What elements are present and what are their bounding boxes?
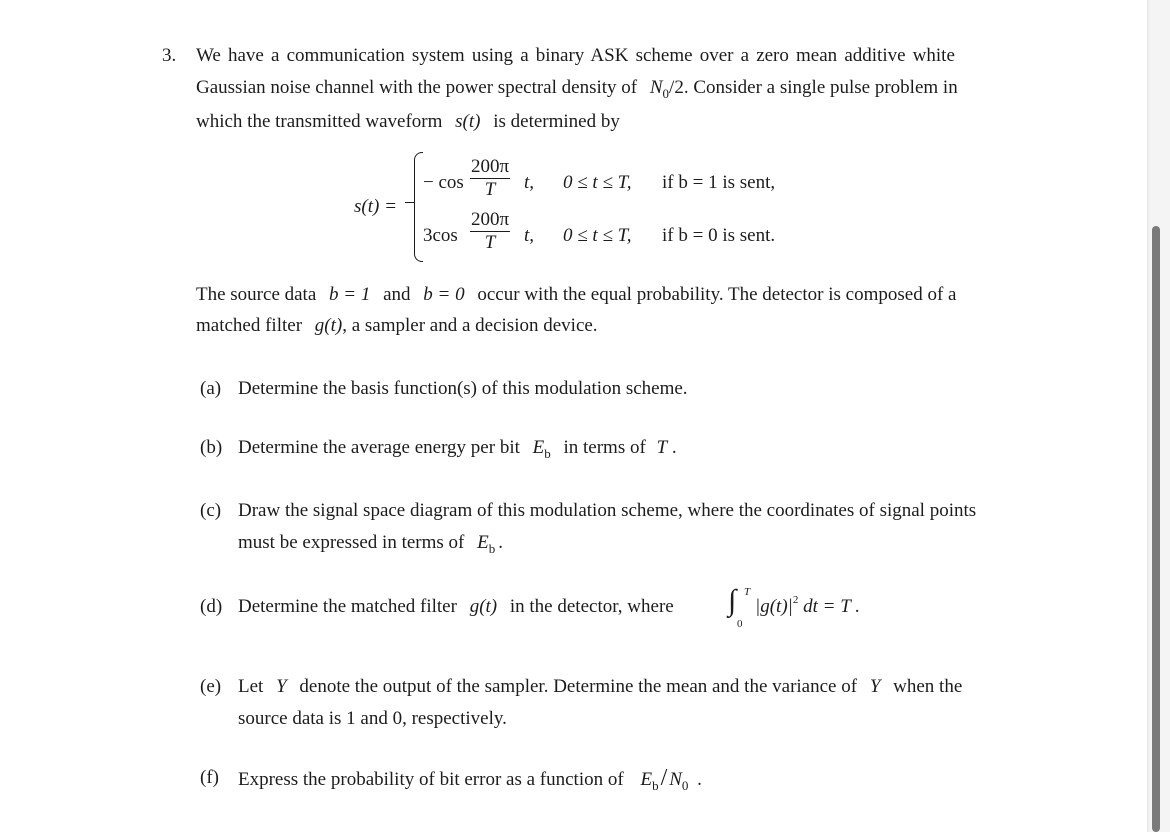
intro-line-2 <box>196 77 958 100</box>
intro-line-3-b: is determined by <box>493 111 620 132</box>
part-f-slash: / <box>660 765 668 791</box>
intro-line-3 <box>196 111 620 133</box>
case1-fraction <box>470 156 510 201</box>
part-c-end: . <box>498 532 503 553</box>
part-b-energy: E <box>532 437 545 458</box>
part-d-text-1: Determine the matched filter <box>238 596 457 617</box>
case1-range: 0 ≤ t ≤ T, <box>563 172 632 193</box>
case2-condition: if b = 0 is sent. <box>662 225 776 246</box>
case1-denominator: T <box>484 179 496 200</box>
source-line-2-a: matched filter <box>196 315 303 336</box>
part-a-text: Determine the basis function(s) of this modulation scheme. <box>238 378 688 399</box>
case1-condition: if b = 1 is sent, <box>662 172 776 193</box>
part-c-label: (c) <box>200 500 222 521</box>
part-b-label: (b) <box>200 437 223 458</box>
intro-line-2-a: Gaussian noise channel with the power spectral density of <box>196 77 638 98</box>
source-line-1-a: The source data <box>196 284 317 305</box>
part-b-energy-sub: b <box>544 446 551 461</box>
part-e-line-1 <box>238 676 962 698</box>
intro-line-1: We have a communication system using a binary ASK scheme over a zero mean additive white <box>196 45 955 66</box>
part-b-text-1: Determine the average energy per bit <box>238 437 520 458</box>
part-d-line <box>238 596 674 618</box>
source-line-2-rest: , a sampler and a decision device. <box>342 315 598 336</box>
integrand <box>755 596 860 620</box>
integral-sign: ∫ <box>728 584 737 617</box>
part-f-label: (f) <box>200 767 219 788</box>
part-e-text-2: source data is 1 and 0, respectively. <box>238 708 507 729</box>
part-e-text-1b: denote the output of the sampler. Determine the mean and the variance of <box>299 676 858 697</box>
psd-subscript: 0 <box>662 86 670 101</box>
intro-line-3-a: which the transmitted waveform <box>196 111 443 132</box>
equation-brace <box>414 152 423 262</box>
part-b-text <box>238 437 677 460</box>
part-a-label: (a) <box>200 378 222 399</box>
vertical-scrollbar[interactable] <box>1152 226 1160 832</box>
case2-numerator: 200π <box>471 209 510 230</box>
intro-line-2-b: . Consider a single pulse problem in <box>683 77 958 98</box>
part-d-text-2: in the detector, where <box>509 596 674 617</box>
source-line-1-rest: occur with the equal probability. The detector is composed of a <box>477 284 957 305</box>
part-b-period: T <box>656 437 668 458</box>
case2-range: 0 ≤ t ≤ T, <box>563 225 632 246</box>
source-line-2 <box>196 315 598 337</box>
part-e-text-1c: when the <box>893 676 963 697</box>
part-e-output-2: Y <box>869 676 881 697</box>
integral-upper-limit: T <box>744 586 751 598</box>
case1-prefix: − cos <box>423 172 464 193</box>
part-d-label: (d) <box>200 596 223 617</box>
case1-t: t, <box>524 172 535 193</box>
equation-lhs: s(t) = <box>354 196 397 217</box>
part-c-energy: E <box>477 532 489 553</box>
part-b-end: . <box>671 437 677 458</box>
case2-prefix: 3cos <box>423 225 458 246</box>
signal-symbol: s(t) <box>455 111 481 132</box>
integral-lower-limit: 0 <box>737 618 743 630</box>
part-c-energy-sub: b <box>488 541 496 556</box>
part-f-noise-sub: 0 <box>681 778 689 793</box>
case2-denominator: T <box>484 232 496 253</box>
case2-t: t, <box>524 225 535 246</box>
part-d-filter: g(t) <box>469 596 498 617</box>
case2-fraction <box>470 209 510 254</box>
psd-symbol: N <box>649 77 663 98</box>
part-f-end: . <box>697 769 702 790</box>
part-e-output: Y <box>276 676 287 697</box>
part-f-noise: N <box>669 769 682 790</box>
psd-rest: /2 <box>669 77 684 98</box>
part-f-line <box>238 767 702 792</box>
part-c-line-2 <box>238 532 503 555</box>
source-and: and <box>383 284 411 305</box>
source-b1: b = 1 <box>329 284 371 305</box>
part-c-text-2: must be expressed in terms of <box>238 532 465 553</box>
part-f-energy: E <box>640 769 653 790</box>
integral-rest: dt = T . <box>803 596 860 617</box>
equation-brace-tip <box>405 202 414 209</box>
problem-number: 3. <box>162 45 177 66</box>
integrand-square: 2 <box>792 594 799 606</box>
part-f-text: Express the probability of bit error as a function of <box>238 769 624 790</box>
source-b0: b = 0 <box>423 284 465 305</box>
part-c-text-1: Draw the signal space diagram of this modulation scheme, where the coordinates of signal points <box>238 500 977 521</box>
matched-filter-symbol: g(t) <box>314 315 343 336</box>
part-e-text-1a: Let <box>238 676 264 697</box>
source-line-1 <box>196 284 956 306</box>
part-b-text-2: in terms of <box>563 437 646 458</box>
case1-numerator: 200π <box>471 156 510 177</box>
integrand-body: |g(t)| <box>755 596 793 617</box>
part-e-label: (e) <box>200 676 222 697</box>
part-f-energy-sub: b <box>652 778 659 793</box>
